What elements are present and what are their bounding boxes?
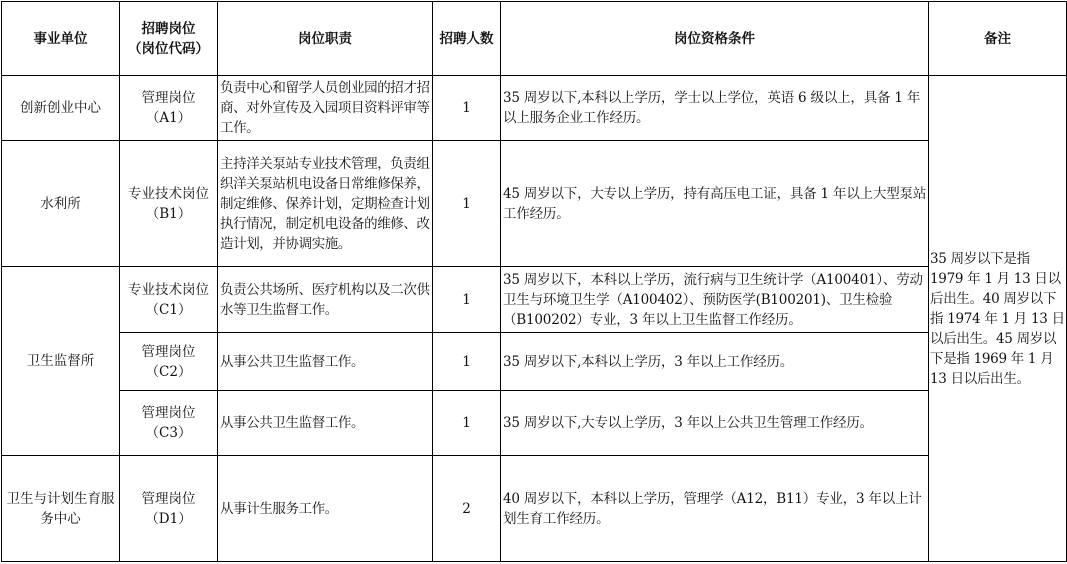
header-position-line1: 招聘岗位 <box>141 20 196 37</box>
qualification-cell: 35 周岁以下,大专以上学历，3 年以上公共卫生管理工作经历。 <box>501 391 929 456</box>
duty-cell: 从事计生服务工作。 <box>218 456 433 562</box>
duty-cell: 从事公共卫生监督工作。 <box>218 391 433 456</box>
count-cell: 1 <box>433 333 501 391</box>
unit-cell: 创新创业中心 <box>2 76 120 141</box>
position-code: （C2） <box>145 363 192 380</box>
table-row <box>2 333 1067 391</box>
position-code: （D1） <box>145 510 192 527</box>
count-cell: 1 <box>433 267 501 333</box>
position-cell <box>120 391 218 456</box>
position-code: （C1） <box>145 301 192 318</box>
table-row <box>2 76 1067 141</box>
position-name: 管理岗位 <box>141 90 196 106</box>
position-code: （C3） <box>145 425 192 441</box>
duty-cell: 负责公共场所、医疗机构以及二次供水等卫生监督工作。 <box>218 267 433 333</box>
duty-cell: 从事公共卫生监督工作。 <box>218 333 433 391</box>
position-code: （B1） <box>145 205 192 222</box>
qualification-cell: 45 周岁以下，大专以上学历，持有高压电工证，具备 1 年以上大型泵站工作经历。 <box>501 141 929 267</box>
header-position-line2: （岗位代码） <box>128 40 209 57</box>
unit-cell: 卫生监督所 <box>2 267 120 456</box>
qualification-cell: 35 周岁以下,本科以上学历，3 年以上工作经历。 <box>501 333 929 391</box>
count-cell: 1 <box>433 141 501 267</box>
unit-cell: 水利所 <box>2 141 120 267</box>
position-name: 专业技术岗位 <box>128 281 209 298</box>
position-code: （A1） <box>145 110 192 126</box>
qualification-cell: 35 周岁以下,本科以上学历，学士以上学位，英语 6 级以上，具备 1 年以上服务企业工作经历。 <box>501 76 929 141</box>
header-count: 招聘人数 <box>433 2 501 76</box>
unit-cell: 卫生与计划生育服务中心 <box>2 456 120 562</box>
position-cell <box>120 141 218 267</box>
header-duty: 岗位职责 <box>218 2 433 76</box>
header-position <box>120 2 218 76</box>
remarks-cell: 35 周岁以下是指 1979 年 1 月 13 日以后出生。40 周岁以下指 1974 年 1 月 13 日以后出生。45 周岁以下是指 1969 年 1 月 13 日以后出生。 <box>929 76 1067 562</box>
table-row <box>2 456 1067 562</box>
qualification-cell: 35 周岁以下，本科以上学历，流行病与卫生统计学（A100401）、劳动卫生与环境卫生学（A100402）、预防医学(B100201)、卫生检验（B100202）专业，3 年以上卫生监督工作经历。 <box>501 267 929 333</box>
header-remarks: 备注 <box>929 2 1067 76</box>
recruitment-table <box>1 1 1067 562</box>
position-cell <box>120 456 218 562</box>
header-unit: 事业单位 <box>2 2 120 76</box>
count-cell: 2 <box>433 456 501 562</box>
count-cell: 1 <box>433 76 501 141</box>
position-name: 管理岗位 <box>141 343 196 360</box>
header-row <box>2 2 1067 76</box>
table-row <box>2 267 1067 333</box>
position-cell <box>120 76 218 141</box>
header-qualification: 岗位资格条件 <box>501 2 929 76</box>
position-name: 专业技术岗位 <box>128 185 209 202</box>
count-cell: 1 <box>433 391 501 456</box>
table-row <box>2 391 1067 456</box>
position-name: 管理岗位 <box>141 405 196 421</box>
duty-cell: 主持洋关泵站专业技术管理，负责组织洋关泵站机电设备日常维修保养，制定维修、保养计划，定期检查计划执行情况，制定机电设备的维修、改造计划，并协调实施。 <box>218 141 433 267</box>
table-row <box>2 141 1067 267</box>
position-cell <box>120 333 218 391</box>
qualification-cell: 40 周岁以下，本科以上学历，管理学（A12，B11）专业，3 年以上计划生育工作经历。 <box>501 456 929 562</box>
duty-cell: 负责中心和留学人员创业园的招才招商、对外宣传及入园项目资料评审等工作。 <box>218 76 433 141</box>
position-cell <box>120 267 218 333</box>
position-name: 管理岗位 <box>141 490 196 507</box>
